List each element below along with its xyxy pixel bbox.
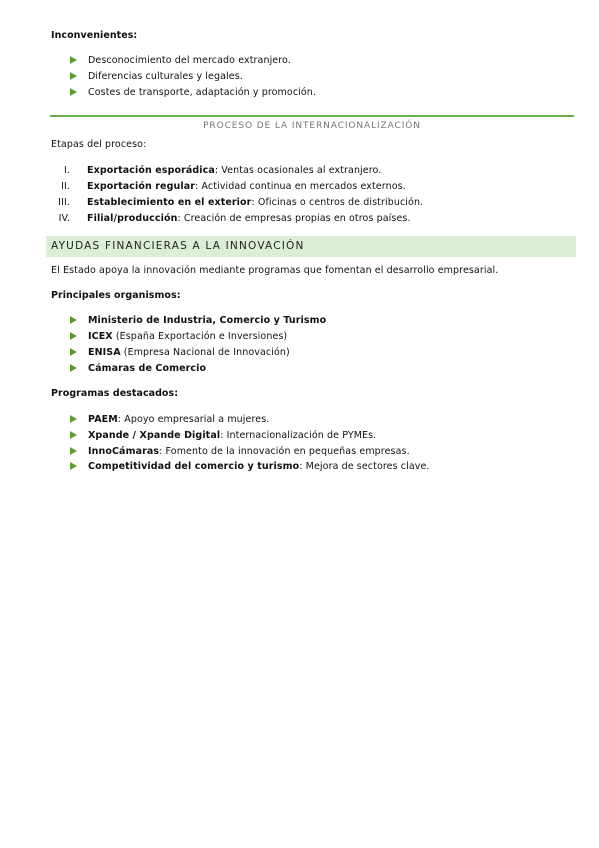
arrow-bullet-icon [70,72,77,80]
item-bold: Cámaras de Comercio [88,362,207,374]
section-divider [50,115,574,117]
list-item-text: Desconocimiento del mercado extranjero. [88,54,291,66]
arrow-bullet-icon [70,447,77,455]
list-item-text [88,414,269,425]
arrow-bullet-icon [70,56,77,64]
item-rest: : Fomento de la innovación en pequeñas empresas. [159,445,410,457]
stage-text [87,197,423,208]
list-item [68,85,316,99]
list-item-text [88,461,430,472]
list-item-text [88,446,410,457]
organismos-label: Principales organismos: [51,290,181,301]
item-bold: Ministerio de Industria, Comercio y Turismo [88,314,327,326]
proceso-intro: Etapas del proceso: [51,139,147,150]
stage-rest: : Creación de empresas propias en otros países. [177,212,411,224]
stage-text [87,165,381,176]
stage-rest: : Actividad continua en mercados externos. [195,180,406,192]
list-item-text [88,363,206,374]
list-item [68,459,430,473]
arrow-bullet-icon [70,348,77,356]
arrow-bullet-icon [70,88,77,96]
programas-label: Programas destacados: [51,388,179,399]
item-bold: ENISA [88,346,121,358]
list-item [68,444,410,458]
item-bold: InnoCámaras [88,445,160,457]
list-item [68,361,206,375]
stage-text [87,213,411,224]
stage-number: II. [61,180,70,192]
item-rest: : Apoyo empresarial a mujeres. [117,413,270,425]
list-item [68,313,326,327]
item-bold: Competitividad del comercio y turismo [88,460,300,472]
list-item-text: Costes de transporte, adaptación y promoción. [88,86,317,98]
arrow-bullet-icon [70,462,77,470]
list-item [68,412,269,426]
stage-text [87,181,406,192]
list-item [68,53,291,67]
stage-row [0,211,599,225]
stage-row [0,195,599,209]
list-item-text [88,430,376,441]
stage-rest: : Oficinas o centros de distribución. [251,196,424,208]
stage-row [0,179,599,193]
list-item [68,329,287,343]
stage-bold: Exportación esporádica [87,164,215,176]
item-bold: PAEM [88,413,118,425]
stage-number: III. [58,196,70,208]
arrow-bullet-icon [70,431,77,439]
stage-row [0,163,599,177]
ayudas-section-title: AYUDAS FINANCIERAS A LA INNOVACIÓN [51,240,305,252]
stage-number: IV. [58,212,70,224]
inconvenientes-label: Inconvenientes: [51,30,138,41]
arrow-bullet-icon [70,364,77,372]
list-item [68,69,243,83]
list-item-text [88,315,326,326]
stage-bold: Establecimiento en el exterior [87,196,252,208]
item-bold: ICEX [88,330,113,342]
stage-number: I. [63,164,70,176]
stage-bold: Filial/producción [87,212,178,224]
item-rest: (Empresa Nacional de Innovación) [120,346,290,358]
item-bold: Xpande / Xpande Digital [88,429,221,441]
item-rest: : Mejora de sectores clave. [299,460,430,472]
list-item [68,345,290,359]
proceso-heading: PROCESO DE LA INTERNACIONALIZACIÓN [203,121,421,131]
list-item-text [88,347,290,358]
list-item-text [88,331,287,342]
item-rest: (España Exportación e Inversiones) [112,330,288,342]
list-item-text: Diferencias culturales y legales. [88,70,243,82]
arrow-bullet-icon [70,316,77,324]
arrow-bullet-icon [70,415,77,423]
item-rest: : Internacionalización de PYMEs. [220,429,377,441]
stage-bold: Exportación regular [87,180,196,192]
stage-rest: : Ventas ocasionales al extranjero. [214,164,382,176]
arrow-bullet-icon [70,332,77,340]
list-item [68,428,376,442]
ayudas-intro: El Estado apoya la innovación mediante programas que fomentan el desarrollo empresarial. [51,265,499,276]
